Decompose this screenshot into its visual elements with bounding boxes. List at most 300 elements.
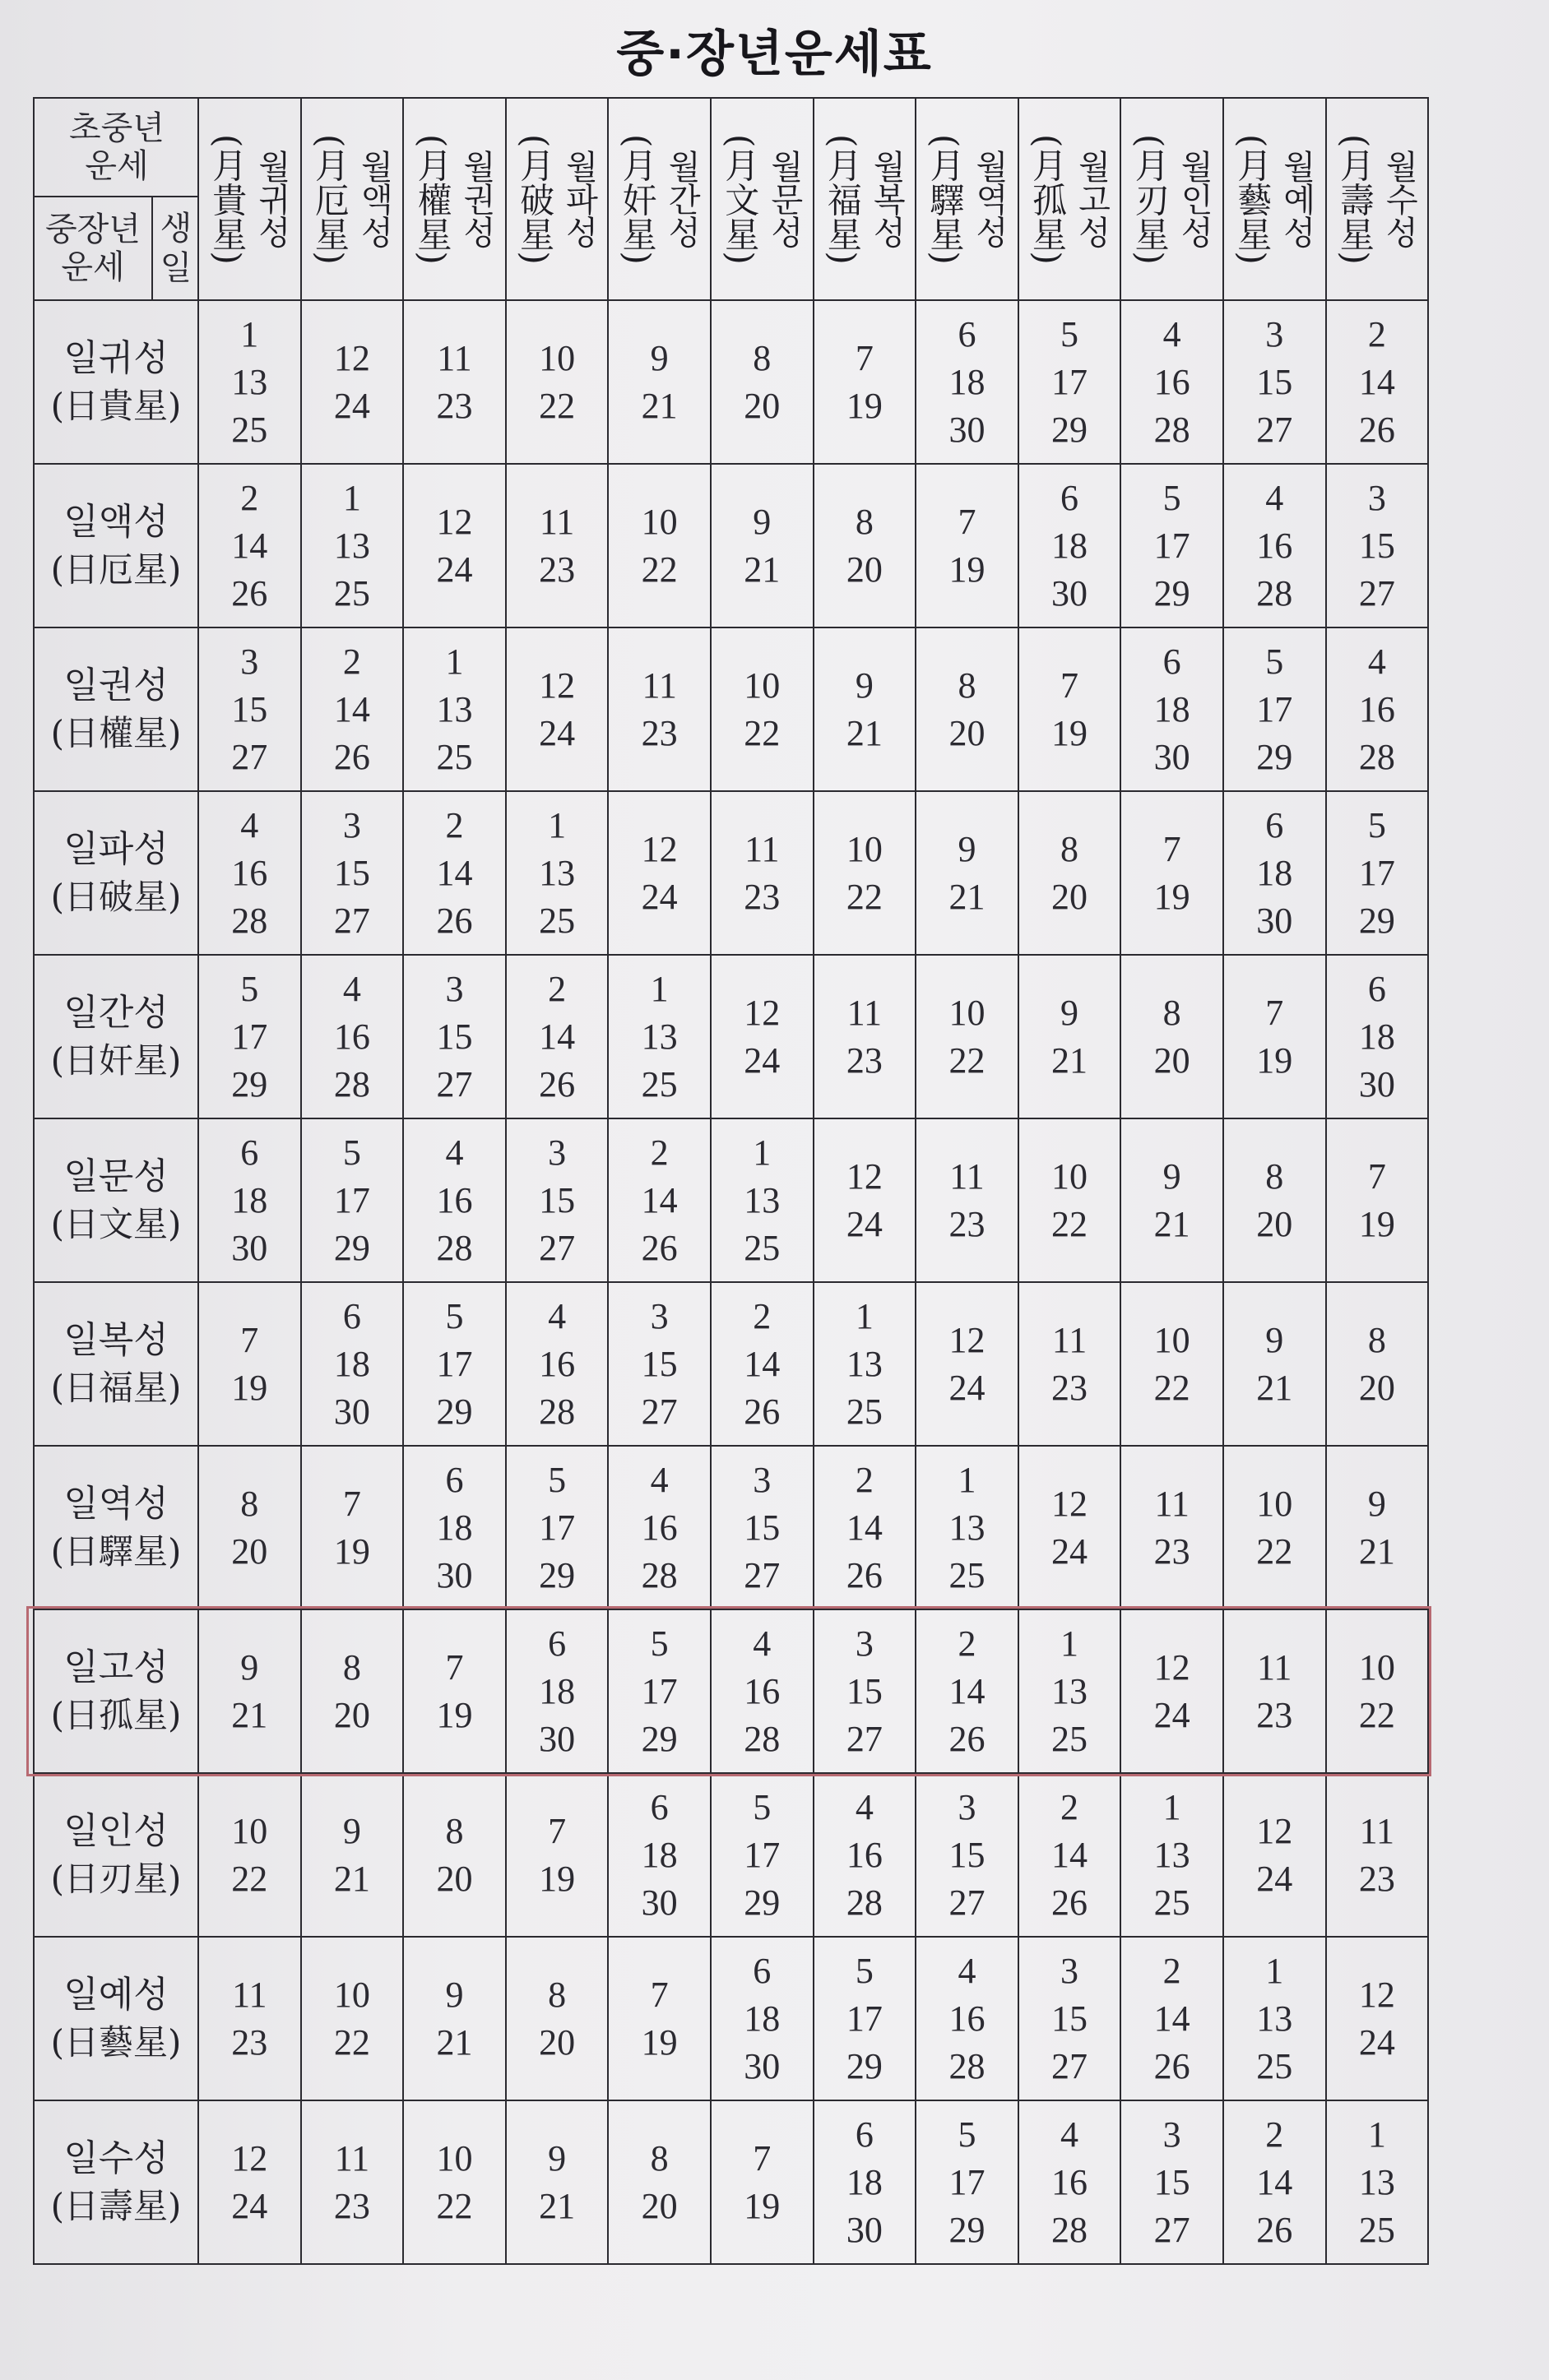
cell-day-number: 12 bbox=[1256, 1810, 1293, 1851]
cell-day-number: 21 bbox=[744, 549, 781, 590]
column-header-hangul: 월역성 bbox=[970, 150, 1009, 248]
cell-day-number: 28 bbox=[1358, 736, 1395, 777]
cell-day-number: 20 bbox=[1051, 876, 1088, 917]
cell-day-number: 12 bbox=[846, 1155, 883, 1197]
cell-day-number: 29 bbox=[231, 1063, 268, 1104]
cell-day-number: 12 bbox=[436, 501, 473, 542]
cell-day-number: 22 bbox=[744, 712, 781, 753]
cell-day-number: 25 bbox=[436, 736, 473, 777]
cell-day-number: 11 bbox=[232, 1974, 267, 2015]
cell-day-number: 9 bbox=[650, 337, 669, 378]
table-cell bbox=[1223, 300, 1326, 464]
cell-day-number: 5 bbox=[1162, 477, 1181, 518]
table-cell bbox=[711, 1446, 814, 1609]
cell-day-number: 7 bbox=[1265, 992, 1284, 1033]
table-cell bbox=[711, 2100, 814, 2264]
cell-day-number: 7 bbox=[650, 1974, 669, 2015]
column-header-text bbox=[404, 99, 505, 299]
table-cell bbox=[1120, 300, 1223, 464]
column-header-hanja: (月壽星) bbox=[1334, 133, 1375, 265]
table-cell bbox=[1018, 1937, 1121, 2100]
cell-day-number: 15 bbox=[1358, 525, 1395, 566]
table-row bbox=[34, 627, 1428, 791]
table-cell bbox=[711, 1609, 814, 1773]
cell-day-number: 7 bbox=[240, 1319, 259, 1360]
cell-day-number: 2 bbox=[958, 1623, 976, 1664]
table-cell bbox=[814, 1282, 916, 1446]
cell-day-number: 14 bbox=[1358, 361, 1395, 402]
table-cell bbox=[1018, 955, 1121, 1118]
cell-day-number: 29 bbox=[539, 1554, 576, 1595]
cell-day-number: 17 bbox=[436, 1343, 473, 1384]
cell-day-number: 27 bbox=[539, 1227, 576, 1268]
cell-day-number: 3 bbox=[650, 1295, 669, 1336]
cell-day-number: 29 bbox=[1256, 736, 1293, 777]
column-header-hanja: (月破星) bbox=[515, 133, 556, 265]
table-cell bbox=[301, 2100, 404, 2264]
table-cell bbox=[403, 1937, 506, 2100]
table-cell bbox=[1120, 2100, 1223, 2264]
table-row bbox=[34, 1446, 1428, 1609]
table-row bbox=[34, 464, 1428, 627]
cell-day-number: 18 bbox=[1051, 525, 1088, 566]
cell-day-number: 15 bbox=[1256, 361, 1293, 402]
cell-day-number: 29 bbox=[1153, 572, 1190, 614]
table-cell bbox=[1223, 1937, 1326, 2100]
table-cell bbox=[1120, 791, 1223, 955]
cell-day-number: 10 bbox=[231, 1810, 268, 1851]
table-cell bbox=[198, 1609, 301, 1773]
column-header bbox=[711, 98, 814, 300]
cell-day-number: 3 bbox=[240, 641, 259, 682]
cell-day-number: 5 bbox=[1265, 641, 1284, 682]
table-cell bbox=[1326, 1609, 1429, 1773]
cell-day-number: 26 bbox=[436, 900, 473, 941]
cell-day-number: 21 bbox=[948, 876, 986, 917]
table-cell bbox=[506, 300, 609, 464]
cell-day-number: 12 bbox=[1358, 1974, 1395, 2015]
cell-day-number: 11 bbox=[1257, 1646, 1292, 1688]
cell-day-number: 4 bbox=[1367, 641, 1386, 682]
table-cell bbox=[1326, 2100, 1429, 2264]
cell-day-number: 22 bbox=[436, 2185, 473, 2226]
cell-day-number: 29 bbox=[1051, 409, 1088, 450]
cell-day-number: 1 bbox=[548, 804, 567, 845]
row-header-hangul: 일귀성 bbox=[63, 336, 169, 379]
cell-day-number: 16 bbox=[948, 1998, 986, 2039]
cell-day-number: 14 bbox=[539, 1016, 576, 1057]
table-cell bbox=[916, 2100, 1018, 2264]
cell-day-number: 17 bbox=[333, 1179, 370, 1220]
table-cell bbox=[1018, 1118, 1121, 1282]
cell-day-number: 8 bbox=[753, 337, 772, 378]
cell-day-number: 20 bbox=[744, 385, 781, 426]
table-cell bbox=[916, 1282, 1018, 1446]
cell-day-number: 12 bbox=[641, 828, 678, 869]
cell-day-number: 22 bbox=[1358, 1694, 1395, 1735]
column-header-hangul: 월파성 bbox=[560, 150, 599, 248]
table-cell bbox=[711, 1773, 814, 1937]
table-cell bbox=[506, 1773, 609, 1937]
cell-day-number: 1 bbox=[445, 641, 464, 682]
cell-day-number: 19 bbox=[846, 385, 883, 426]
cell-day-number: 21 bbox=[231, 1694, 268, 1735]
table-row bbox=[34, 1937, 1428, 2100]
cell-day-number: 20 bbox=[436, 1858, 473, 1899]
table-cell bbox=[301, 1282, 404, 1446]
cell-day-number: 20 bbox=[948, 712, 986, 753]
table-cell bbox=[1120, 1446, 1223, 1609]
cell-day-number: 12 bbox=[231, 2137, 268, 2179]
table-cell bbox=[198, 791, 301, 955]
cell-day-number: 26 bbox=[948, 1718, 986, 1759]
cell-day-number: 19 bbox=[1051, 712, 1088, 753]
cell-day-number: 26 bbox=[333, 736, 370, 777]
table-cell bbox=[403, 1282, 506, 1446]
cell-day-number: 25 bbox=[641, 1063, 678, 1104]
table-cell bbox=[711, 791, 814, 955]
corner-bottom-left-label: 중장년 운세 bbox=[35, 197, 153, 299]
cell-day-number: 4 bbox=[1162, 313, 1181, 354]
cell-day-number: 20 bbox=[846, 549, 883, 590]
table-cell bbox=[1223, 1282, 1326, 1446]
cell-day-number: 8 bbox=[1265, 1155, 1284, 1197]
cell-day-number: 7 bbox=[548, 1810, 567, 1851]
cell-day-number: 26 bbox=[1256, 2209, 1293, 2250]
table-cell bbox=[301, 627, 404, 791]
corner-bottom-right-label: 생일 bbox=[160, 210, 192, 287]
cell-day-number: 6 bbox=[1367, 968, 1386, 1009]
table-cell bbox=[1223, 1773, 1326, 1937]
cell-day-number: 8 bbox=[548, 1974, 567, 2015]
cell-day-number: 23 bbox=[1358, 1858, 1395, 1899]
cell-day-number: 7 bbox=[855, 337, 874, 378]
cell-day-number: 16 bbox=[231, 852, 268, 893]
cell-day-number: 2 bbox=[650, 1132, 669, 1173]
cell-day-number: 1 bbox=[240, 313, 259, 354]
column-header-hangul: 월수성 bbox=[1380, 150, 1418, 248]
cell-day-number: 20 bbox=[333, 1694, 370, 1735]
cell-day-number: 8 bbox=[445, 1810, 464, 1851]
table-cell bbox=[814, 300, 916, 464]
cell-day-number: 9 bbox=[445, 1974, 464, 2015]
cell-day-number: 28 bbox=[641, 1554, 678, 1595]
cell-day-number: 5 bbox=[855, 1950, 874, 1991]
cell-day-number: 27 bbox=[641, 1391, 678, 1432]
column-header-hanja: (月驛星) bbox=[925, 133, 966, 265]
table-cell bbox=[814, 1773, 916, 1937]
cell-day-number: 24 bbox=[231, 2185, 268, 2226]
table-cell bbox=[1120, 955, 1223, 1118]
cell-day-number: 25 bbox=[1358, 2209, 1395, 2250]
cell-day-number: 21 bbox=[1051, 1040, 1088, 1081]
table-cell bbox=[711, 627, 814, 791]
column-header-hanja: (月權星) bbox=[412, 133, 453, 265]
cell-day-number: 29 bbox=[641, 1718, 678, 1759]
cell-day-number: 19 bbox=[948, 549, 986, 590]
table-cell bbox=[198, 464, 301, 627]
cell-day-number: 27 bbox=[1153, 2209, 1190, 2250]
table-cell bbox=[711, 464, 814, 627]
table-cell bbox=[1223, 627, 1326, 791]
cell-day-number: 21 bbox=[641, 385, 678, 426]
row-header-hanja: (日奸星) bbox=[50, 1040, 182, 1081]
cell-day-number: 29 bbox=[948, 2209, 986, 2250]
cell-day-number: 23 bbox=[948, 1203, 986, 1244]
column-header-text bbox=[609, 99, 710, 299]
cell-day-number: 4 bbox=[548, 1295, 567, 1336]
cell-day-number: 1 bbox=[1367, 2114, 1386, 2155]
cell-day-number: 9 bbox=[1265, 1319, 1284, 1360]
cell-day-number: 14 bbox=[1051, 1834, 1088, 1875]
row-header-hangul: 일액성 bbox=[63, 500, 169, 543]
row-header-hanja: (日壽星) bbox=[50, 2185, 182, 2226]
cell-day-number: 23 bbox=[1256, 1694, 1293, 1735]
cell-day-number: 18 bbox=[436, 1507, 473, 1548]
table-cell bbox=[403, 955, 506, 1118]
table-cell bbox=[711, 955, 814, 1118]
table-cell bbox=[506, 627, 609, 791]
cell-day-number: 28 bbox=[846, 1882, 883, 1923]
cell-day-number: 25 bbox=[1256, 2045, 1293, 2086]
table-cell bbox=[506, 1937, 609, 2100]
column-header bbox=[814, 98, 916, 300]
cell-day-number: 7 bbox=[1367, 1155, 1386, 1197]
cell-day-number: 25 bbox=[1051, 1718, 1088, 1759]
table-cell bbox=[1018, 791, 1121, 955]
table-row bbox=[34, 300, 1428, 464]
cell-day-number: 14 bbox=[1153, 1998, 1190, 2039]
row-header-hanja: (日孤星) bbox=[50, 1694, 182, 1735]
cell-day-number: 22 bbox=[231, 1858, 268, 1899]
cell-day-number: 3 bbox=[342, 804, 361, 845]
cell-day-number: 15 bbox=[948, 1834, 986, 1875]
fortune-table bbox=[33, 97, 1429, 2265]
cell-day-number: 5 bbox=[240, 968, 259, 1009]
cell-day-number: 21 bbox=[436, 2021, 473, 2063]
column-header bbox=[403, 98, 506, 300]
table-cell bbox=[403, 791, 506, 955]
cell-day-number: 4 bbox=[240, 804, 259, 845]
cell-day-number: 17 bbox=[539, 1507, 576, 1548]
cell-day-number: 25 bbox=[948, 1554, 986, 1595]
cell-day-number: 23 bbox=[539, 549, 576, 590]
cell-day-number: 30 bbox=[539, 1718, 576, 1759]
cell-day-number: 11 bbox=[1359, 1810, 1395, 1851]
table-cell bbox=[1018, 1446, 1121, 1609]
cell-day-number: 9 bbox=[342, 1810, 361, 1851]
cell-day-number: 16 bbox=[436, 1179, 473, 1220]
table-cell bbox=[814, 1937, 916, 2100]
row-header-hanja: (日藝星) bbox=[50, 2021, 182, 2063]
cell-day-number: 11 bbox=[949, 1155, 985, 1197]
cell-day-number: 21 bbox=[1256, 1367, 1293, 1408]
cell-day-number: 22 bbox=[846, 876, 883, 917]
cell-day-number: 7 bbox=[1060, 664, 1079, 706]
cell-day-number: 10 bbox=[641, 501, 678, 542]
row-header bbox=[34, 1609, 198, 1773]
cell-day-number: 20 bbox=[641, 2185, 678, 2226]
cell-day-number: 24 bbox=[539, 712, 576, 753]
cell-day-number: 13 bbox=[744, 1179, 781, 1220]
cell-day-number: 10 bbox=[1051, 1155, 1088, 1197]
row-header bbox=[34, 464, 198, 627]
cell-day-number: 19 bbox=[539, 1858, 576, 1899]
cell-day-number: 13 bbox=[641, 1016, 678, 1057]
cell-day-number: 8 bbox=[1367, 1319, 1386, 1360]
cell-day-number: 5 bbox=[548, 1459, 567, 1500]
column-header-hangul: 월고성 bbox=[1073, 150, 1111, 248]
cell-day-number: 21 bbox=[333, 1858, 370, 1899]
cell-day-number: 13 bbox=[539, 852, 576, 893]
cell-day-number: 9 bbox=[855, 664, 874, 706]
table-cell bbox=[608, 791, 711, 955]
column-header-text bbox=[199, 99, 300, 299]
row-header-hangul: 일파성 bbox=[63, 827, 169, 870]
row-header bbox=[34, 1773, 198, 1937]
cell-day-number: 6 bbox=[1265, 804, 1284, 845]
cell-day-number: 16 bbox=[1256, 525, 1293, 566]
table-row bbox=[34, 1282, 1428, 1446]
table-row bbox=[34, 1773, 1428, 1937]
cell-day-number: 26 bbox=[744, 1391, 781, 1432]
column-header-text bbox=[1121, 99, 1222, 299]
table-cell bbox=[814, 791, 916, 955]
table-cell bbox=[506, 464, 609, 627]
cell-day-number: 1 bbox=[1162, 1786, 1181, 1827]
cell-day-number: 6 bbox=[342, 1295, 361, 1336]
cell-day-number: 6 bbox=[1060, 477, 1079, 518]
table-cell bbox=[1326, 464, 1429, 627]
column-header-hanja: (月刃星) bbox=[1129, 133, 1171, 265]
table-cell bbox=[608, 1118, 711, 1282]
table-row bbox=[34, 791, 1428, 955]
cell-day-number: 2 bbox=[753, 1295, 772, 1336]
cell-day-number: 13 bbox=[333, 525, 370, 566]
table-cell bbox=[608, 1446, 711, 1609]
cell-day-number: 17 bbox=[641, 1670, 678, 1711]
cell-day-number: 23 bbox=[1051, 1367, 1088, 1408]
cell-day-number: 6 bbox=[240, 1132, 259, 1173]
cell-day-number: 9 bbox=[1367, 1483, 1386, 1524]
cell-day-number: 30 bbox=[1153, 736, 1190, 777]
row-header bbox=[34, 1118, 198, 1282]
row-header bbox=[34, 627, 198, 791]
table-cell bbox=[506, 2100, 609, 2264]
cell-day-number: 5 bbox=[342, 1132, 361, 1173]
table-cell bbox=[506, 1446, 609, 1609]
cell-day-number: 28 bbox=[539, 1391, 576, 1432]
column-header-hanja: (月厄星) bbox=[309, 133, 350, 265]
table-row bbox=[34, 2100, 1428, 2264]
table-cell bbox=[608, 1282, 711, 1446]
cell-day-number: 12 bbox=[539, 664, 576, 706]
cell-day-number: 12 bbox=[1051, 1483, 1088, 1524]
cell-day-number: 10 bbox=[1256, 1483, 1293, 1524]
cell-day-number: 15 bbox=[846, 1670, 883, 1711]
cell-day-number: 5 bbox=[650, 1623, 669, 1664]
cell-day-number: 26 bbox=[641, 1227, 678, 1268]
cell-day-number: 24 bbox=[846, 1203, 883, 1244]
cell-day-number: 23 bbox=[1153, 1530, 1190, 1572]
table-cell bbox=[1018, 1773, 1121, 1937]
cell-day-number: 1 bbox=[855, 1295, 874, 1336]
cell-day-number: 12 bbox=[948, 1319, 986, 1360]
table-cell bbox=[916, 1773, 1018, 1937]
row-header bbox=[34, 791, 198, 955]
column-header bbox=[916, 98, 1018, 300]
cell-day-number: 2 bbox=[1265, 2114, 1284, 2155]
column-header-text bbox=[302, 99, 403, 299]
cell-day-number: 16 bbox=[539, 1343, 576, 1384]
cell-day-number: 5 bbox=[1060, 313, 1079, 354]
cell-day-number: 17 bbox=[1051, 361, 1088, 402]
cell-day-number: 11 bbox=[1051, 1319, 1088, 1360]
column-header-text bbox=[1224, 99, 1325, 299]
table-cell bbox=[301, 791, 404, 955]
cell-day-number: 9 bbox=[240, 1646, 259, 1688]
cell-day-number: 14 bbox=[948, 1670, 986, 1711]
row-header-hanja: (日驛星) bbox=[50, 1530, 182, 1572]
cell-day-number: 8 bbox=[240, 1483, 259, 1524]
cell-day-number: 8 bbox=[1060, 828, 1079, 869]
cell-day-number: 18 bbox=[539, 1670, 576, 1711]
cell-day-number: 2 bbox=[240, 477, 259, 518]
cell-day-number: 29 bbox=[333, 1227, 370, 1268]
cell-day-number: 19 bbox=[641, 2021, 678, 2063]
cell-day-number: 8 bbox=[855, 501, 874, 542]
cell-day-number: 23 bbox=[641, 712, 678, 753]
corner-cell bbox=[34, 98, 198, 300]
row-header-hangul: 일수성 bbox=[63, 2137, 169, 2179]
column-header-hangul: 월복성 bbox=[867, 150, 906, 248]
column-header-hangul: 월액성 bbox=[355, 150, 393, 248]
cell-day-number: 15 bbox=[231, 688, 268, 729]
cell-day-number: 2 bbox=[445, 804, 464, 845]
cell-day-number: 13 bbox=[1051, 1670, 1088, 1711]
table-cell bbox=[814, 627, 916, 791]
cell-day-number: 28 bbox=[744, 1718, 781, 1759]
table-header-row bbox=[34, 98, 1428, 300]
table-cell bbox=[198, 1118, 301, 1282]
cell-day-number: 12 bbox=[333, 337, 370, 378]
cell-day-number: 24 bbox=[1051, 1530, 1088, 1572]
table-cell bbox=[916, 300, 1018, 464]
table-cell bbox=[1120, 464, 1223, 627]
table-cell bbox=[814, 1118, 916, 1282]
cell-day-number: 30 bbox=[231, 1227, 268, 1268]
table-cell bbox=[916, 955, 1018, 1118]
cell-day-number: 3 bbox=[1265, 313, 1284, 354]
cell-day-number: 24 bbox=[1153, 1694, 1190, 1735]
cell-day-number: 23 bbox=[436, 385, 473, 426]
cell-day-number: 28 bbox=[1256, 572, 1293, 614]
cell-day-number: 12 bbox=[1153, 1646, 1190, 1688]
cell-day-number: 6 bbox=[548, 1623, 567, 1664]
cell-day-number: 7 bbox=[1162, 828, 1181, 869]
cell-day-number: 30 bbox=[333, 1391, 370, 1432]
cell-day-number: 6 bbox=[1162, 641, 1181, 682]
cell-day-number: 15 bbox=[1051, 1998, 1088, 2039]
table-cell bbox=[1018, 627, 1121, 791]
cell-day-number: 1 bbox=[342, 477, 361, 518]
cell-day-number: 19 bbox=[436, 1694, 473, 1735]
cell-day-number: 25 bbox=[231, 409, 268, 450]
row-header-hangul: 일역성 bbox=[63, 1482, 169, 1525]
cell-day-number: 28 bbox=[436, 1227, 473, 1268]
cell-day-number: 3 bbox=[958, 1786, 976, 1827]
cell-day-number: 24 bbox=[641, 876, 678, 917]
